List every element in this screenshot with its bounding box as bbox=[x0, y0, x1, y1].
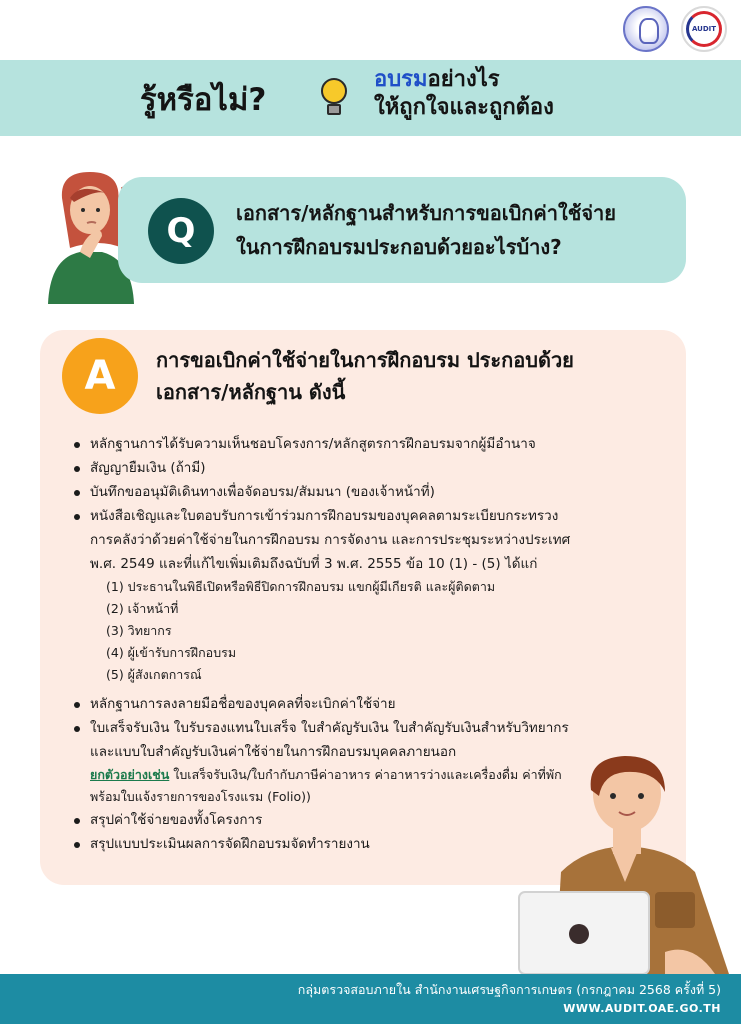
list-item: บันทึกขออนุมัติเดินทางเพื่อจัดอบรม/สัมมนา (ของเจ้าหน้าที่) bbox=[70, 480, 680, 504]
header-logos bbox=[623, 6, 727, 52]
answer-title bbox=[156, 344, 574, 408]
title-banner bbox=[0, 60, 741, 136]
subtitle-rest: อย่างไร bbox=[427, 67, 500, 92]
list-item: สัญญายืมเงิน (ถ้ามี) bbox=[70, 456, 680, 480]
list-item: สรุปค่าใช้จ่ายของทั้งโครงการ bbox=[70, 808, 680, 832]
list-item: สรุปแบบประเมินผลการจัดฝึกอบรมจัดทำรายงาน bbox=[70, 832, 680, 856]
page-title: รู้หรือไม่? bbox=[140, 82, 267, 118]
answer-title-line2: เอกสาร/หลักฐาน ดังนี้ bbox=[156, 380, 346, 404]
example-note-line2: พร้อมใบแจ้งรายการของโรงแรม (Folio)) bbox=[90, 789, 311, 804]
officer-with-laptop-illustration bbox=[515, 752, 735, 974]
sub-list-item: (4) ผู้เข้ารับการฝึกอบรม bbox=[106, 645, 237, 660]
list-item: ใบเสร็จรับเงิน ใบรับรองแทนใบเสร็จ ใบสำคัญรับเงิน ใบสำคัญรับเงินสำหรับวิทยากร bbox=[70, 716, 680, 740]
footer-org-text: กลุ่มตรวจสอบภายใน สำนักงานเศรษฐกิจการเกษตร (กรกฎาคม 2568 ครั้งที่ 5) bbox=[297, 982, 721, 997]
list-item: หนังสือเชิญและใบตอบรับการเข้าร่วมการฝึกอบรมของบุคคลตามระเบียบกระทรวง bbox=[70, 504, 680, 528]
oae-emblem-logo bbox=[623, 6, 669, 52]
example-label: ยกตัวอย่างเช่น bbox=[90, 767, 170, 782]
sub-list-item: (2) เจ้าหน้าที่ bbox=[106, 601, 179, 616]
answer-badge: A bbox=[62, 338, 138, 414]
internal-audit-logo bbox=[681, 6, 727, 52]
subtitle-highlight: อบรม bbox=[374, 67, 428, 92]
list-item-continuation: การคลังว่าด้วยค่าใช้จ่ายในการฝึกอบรม การจัดงาน และการประชุมระหว่างประเทศ bbox=[90, 532, 571, 548]
sub-list-item: (5) ผู้สังเกตการณ์ bbox=[106, 667, 202, 682]
subtitle-line2: ให้ถูกใจและถูกต้อง bbox=[374, 95, 554, 120]
sub-list-item: (3) วิทยากร bbox=[106, 623, 172, 638]
question-text bbox=[236, 196, 616, 264]
question-line1: เอกสาร/หลักฐานสำหรับการขอเบิกค่าใช้จ่าย bbox=[236, 201, 617, 225]
sub-list-item: (1) ประธานในพิธีเปิดหรือพิธีปิดการฝึกอบรม แขกผู้มีเกียรติ และผู้ติดตาม bbox=[106, 579, 496, 594]
list-item: หลักฐานการลงลายมือชื่อของบุคคลที่จะเบิกค่าใช้จ่าย bbox=[70, 692, 680, 716]
question-badge: Q bbox=[148, 198, 214, 264]
list-item-continuation: และแบบใบสำคัญรับเงินค่าใช้จ่ายในการฝึกอบรมบุคคลภายนอก bbox=[90, 744, 457, 760]
example-text: ใบเสร็จรับเงิน/ใบกำกับภาษีค่าอาหาร ค่าอาหารว่างและเครื่องดื่ม ค่าที่พัก bbox=[169, 767, 562, 782]
question-line2: ในการฝึกอบรมประกอบด้วยอะไรบ้าง? bbox=[236, 235, 562, 259]
footer-website-link[interactable]: WWW.AUDIT.OAE.GO.TH bbox=[563, 1002, 721, 1015]
audit-logo-text: AUDIT bbox=[691, 25, 717, 33]
answer-title-line1: การขอเบิกค่าใช้จ่ายในการฝึกอบรม ประกอบด้วย bbox=[156, 348, 574, 372]
list-item-continuation: พ.ศ. 2549 และที่แก้ไขเพิ่มเติมถึงฉบับที่ 3 พ.ศ. 2555 ข้อ 10 (1) - (5) ได้แก่ bbox=[90, 556, 538, 572]
banner-subtitle bbox=[374, 66, 554, 122]
lightbulb-icon bbox=[316, 76, 352, 120]
list-item: หลักฐานการได้รับความเห็นชอบโครงการ/หลักสูตรการฝึกอบรมจากผู้มีอำนาจ bbox=[70, 432, 680, 456]
